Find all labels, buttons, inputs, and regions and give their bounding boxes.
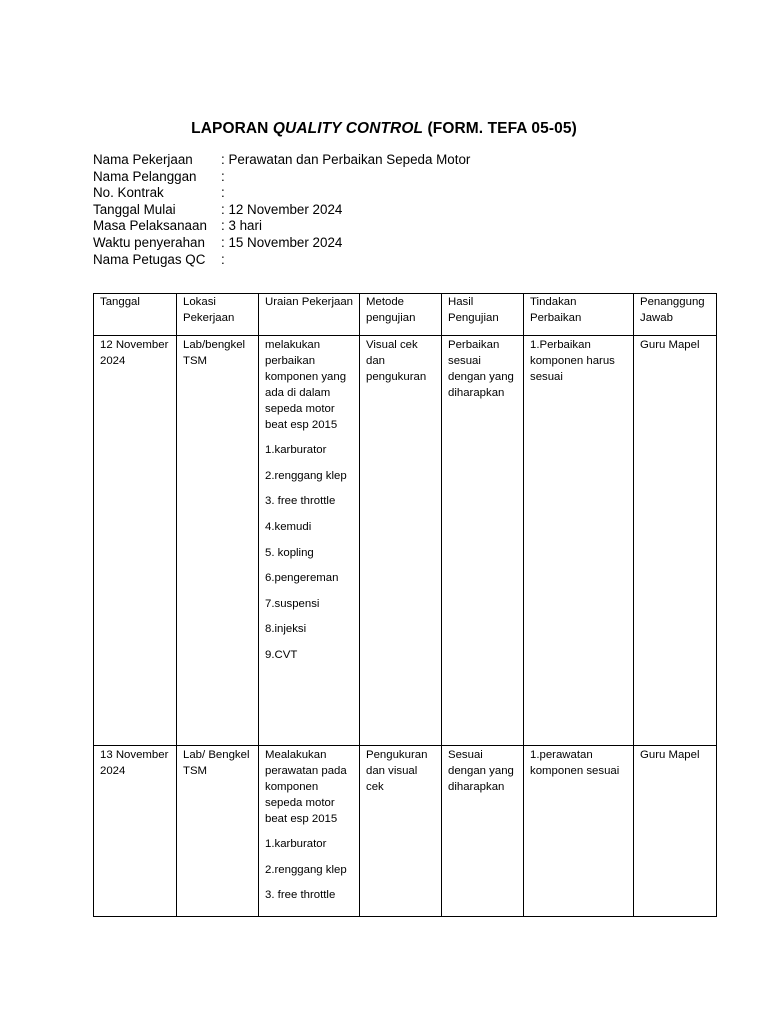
header-tanggal: Tanggal [94,294,177,336]
list-item: 1.karburator [265,444,327,457]
meta-label: Nama Pekerjaan [93,152,193,167]
header-metode-pengujian: Metode pengujian [360,294,442,336]
list-item: 6.pengereman [265,572,339,585]
meta-label: Nama Petugas QC [93,251,206,267]
list-item: 2.renggang klep [265,863,347,876]
header-lokasi-pekerjaan: Lokasi Pekerjaan [177,294,259,336]
cell-hasil: Perbaikan sesuai dengan yang diharapkan [442,336,524,746]
cell-penanggung-jawab: Guru Mapel [634,336,717,746]
uraian-description: Mealakukan perawatan pada komponen sepeda motor beat esp 2015 [265,749,347,825]
title-italic: QUALITY CONTROL [272,120,424,137]
title-suffix: (FORM. TEFA 05-05) [423,120,577,137]
meta-label: Nama Pelanggan [93,168,197,184]
title-prefix: LAPORAN [191,120,273,137]
cell-metode: Visual cek dan pengukuran [360,336,442,746]
list-item: 7.suspensi [265,597,320,610]
meta-row-waktu-penyerahan [93,235,470,252]
cell-lokasi: Lab/bengkel TSM [177,336,259,746]
table-header-row [94,294,717,336]
meta-row-nama-pekerjaan [93,152,470,169]
cell-uraian [259,336,360,746]
meta-row-nama-pelanggan [93,169,470,186]
list-item: 8.injeksi [265,623,307,636]
meta-row-nama-petugas-qc [93,252,470,269]
meta-value: : [221,251,225,267]
meta-value: : [221,168,225,184]
meta-label: Tanggal Mulai [93,201,176,217]
meta-row-no-kontrak [93,185,470,202]
header-penanggung-jawab: Penanggung Jawab [634,294,717,336]
table-row [94,336,717,746]
meta-value: : 12 November 2024 [221,201,343,217]
cell-tanggal: 13 November 2024 [94,746,177,917]
list-item: 3. free throttle [265,495,336,508]
cell-tindakan: 1.perawatan komponen sesuai [524,746,634,917]
cell-tindakan: 1.Perbaikan komponen harus sesuai [524,336,634,746]
quality-control-table [93,293,717,917]
meta-value: : Perawatan dan Perbaikan Sepeda Motor [221,152,471,167]
cell-penanggung-jawab: Guru Mapel [634,746,717,917]
report-metadata [93,152,470,268]
cell-lokasi: Lab/ Bengkel TSM [177,746,259,917]
list-item: 1.karburator [265,838,327,851]
header-uraian-pekerjaan: Uraian Pekerjaan [259,294,360,336]
uraian-description: melakukan perbaikan komponen yang ada di dalam sepeda motor beat esp 2015 [265,339,347,431]
cell-uraian [259,746,360,917]
list-item: 3. free throttle [265,889,336,902]
meta-value: : 3 hari [221,218,262,234]
meta-label: Waktu penyerahan [93,234,205,250]
meta-row-tanggal-mulai [93,202,470,219]
header-hasil-pengujian: Hasil Pengujian [442,294,524,336]
page-title [0,120,768,138]
meta-row-masa-pelaksanaan [93,218,470,235]
cell-hasil: Sesuai dengan yang diharapkan [442,746,524,917]
meta-value: : 15 November 2024 [221,234,343,250]
list-item: 5. kopling [265,546,314,559]
list-item: 2.renggang klep [265,469,347,482]
meta-label: Masa Pelaksanaan [93,218,207,234]
list-item: 4.kemudi [265,520,312,533]
cell-tanggal: 12 November 2024 [94,336,177,746]
meta-label: No. Kontrak [93,185,164,201]
meta-value: : [221,185,225,201]
header-tindakan-perbaikan: Tindakan Perbaikan [524,294,634,336]
cell-metode: Pengukuran dan visual cek [360,746,442,917]
list-item: 9.CVT [265,648,298,661]
table-row [94,746,717,917]
